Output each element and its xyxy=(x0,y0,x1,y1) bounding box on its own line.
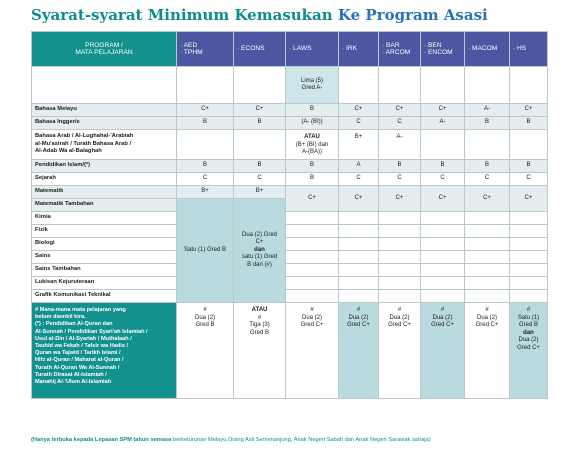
table-row: Sains xyxy=(32,251,548,264)
aed-science-requirement: Satu (1) Gred B xyxy=(177,199,234,303)
econs-science-requirement: Dua (2) Gred C+ dan satu (1) Gred B dari (#) xyxy=(234,199,286,303)
table-row xyxy=(32,67,548,104)
title-highlight: Ke Program Asasi xyxy=(337,6,488,24)
aed-extra-requirement: # Dua (2) Gred B xyxy=(177,303,234,399)
header-ben: · BEN · ENCOM xyxy=(421,32,465,67)
header-econs: · ECONS xyxy=(234,32,286,67)
header-macom: · MACOM xyxy=(465,32,510,67)
table-row: Matematik Tambahan Satu (1) Gred B Dua (2) Gred C+ dan satu (1) Gred B dari (#) xyxy=(32,199,548,212)
table-row: Grafik Komunikasi Teknikal xyxy=(32,290,548,303)
table-row: Fizik xyxy=(32,225,548,238)
ben-extra-requirement: # Dua (2) Gred C+ xyxy=(421,303,465,399)
title-main: Syarat-syarat Minimum Kemasukan xyxy=(31,6,333,24)
table-row: Sains Tambahan xyxy=(32,264,548,277)
bar-extra-requirement: # Dua (2) Gred C+ xyxy=(379,303,421,399)
table-row xyxy=(32,303,548,399)
header-aed: · AED · TPHM xyxy=(177,32,234,67)
macom-extra-requirement: # Dua (2) Gred C+ xyxy=(465,303,510,399)
table-row: Kimia xyxy=(32,212,548,225)
hs-extra-requirement: # Satu (1) Gred B dan Dua (2) Gred C+ xyxy=(510,303,548,399)
table-row: Bahasa Melayu C+ C+ B C+ C+ C+ A- C+ xyxy=(32,104,548,117)
table-row: Biologi xyxy=(32,238,548,251)
table-row: Pendidikan Islam/(*) B B B A B B B B xyxy=(32,160,548,173)
table-row: Bahasa Arab / Al-Lughahal-'Arabiah al-Mu'asirah / Turath Bahasa Arab / Al-Adab Wa al-Balaghah ATAU (B+ (BI) dan A-(BA)) B+ A- xyxy=(32,130,548,160)
header-bar: · BAR · ARCOM xyxy=(379,32,421,67)
header-laws: · LAWS xyxy=(286,32,339,67)
table-row: Lukisan Kejuruteraan xyxy=(32,277,548,290)
footnote-cell: # Mana-mana mata pelajaran yang belum diambil kira. (*) : Pendidikan Al-Quran dan Al-Sunnah / Pendidikan Syari'ah Islamiah / Usul al-Din / Al-Syariah / Muthalaah / Tauhid wa Fekah / Tafsir wa Hadis / Quran wa Tajwid / Tarikh Islami / Hifz al-Quran / Maharat al-Quran / Turath Al-Quran Wa Al-Sunnah / Turath Dirasat Al-Islamiah / Manahij Al-'Ulum Al-Islamiah xyxy=(32,303,177,399)
laws-minimum-cell: Lima (5) Gred A- xyxy=(286,67,339,104)
header-irk: · IRK xyxy=(339,32,379,67)
header-hs: · HS xyxy=(510,32,548,67)
irk-extra-requirement: # Dua (2) Gred C+ xyxy=(339,303,379,399)
footer-note: (Hanya terbuka kepada Lepasan SPM tahun semasa berketurunan Melayu,Orang Asli Semenanjung, Anak Negeri Sabah dan Anak Negeri Sarawak sahaja) xyxy=(31,437,431,443)
econs-extra-requirement: ATAU # Tiga (3) Gred B xyxy=(234,303,286,399)
laws-extra-requirement: # Dua (2) Gred C+ xyxy=(286,303,339,399)
header-program-subject: PROGRAM / MATA PELAJARAN xyxy=(32,32,177,67)
requirements-table xyxy=(31,31,548,399)
table-row: Matematik B+ B+ C+ C+ C+ C+ C+ C+ xyxy=(32,186,548,199)
header-row xyxy=(32,32,548,67)
table-row: Bahasa Inggeris B B (A- (BI)) C C A- B B xyxy=(32,117,548,130)
page-title xyxy=(31,6,488,24)
table-row: Sejarah C C B C C C C C xyxy=(32,173,548,186)
